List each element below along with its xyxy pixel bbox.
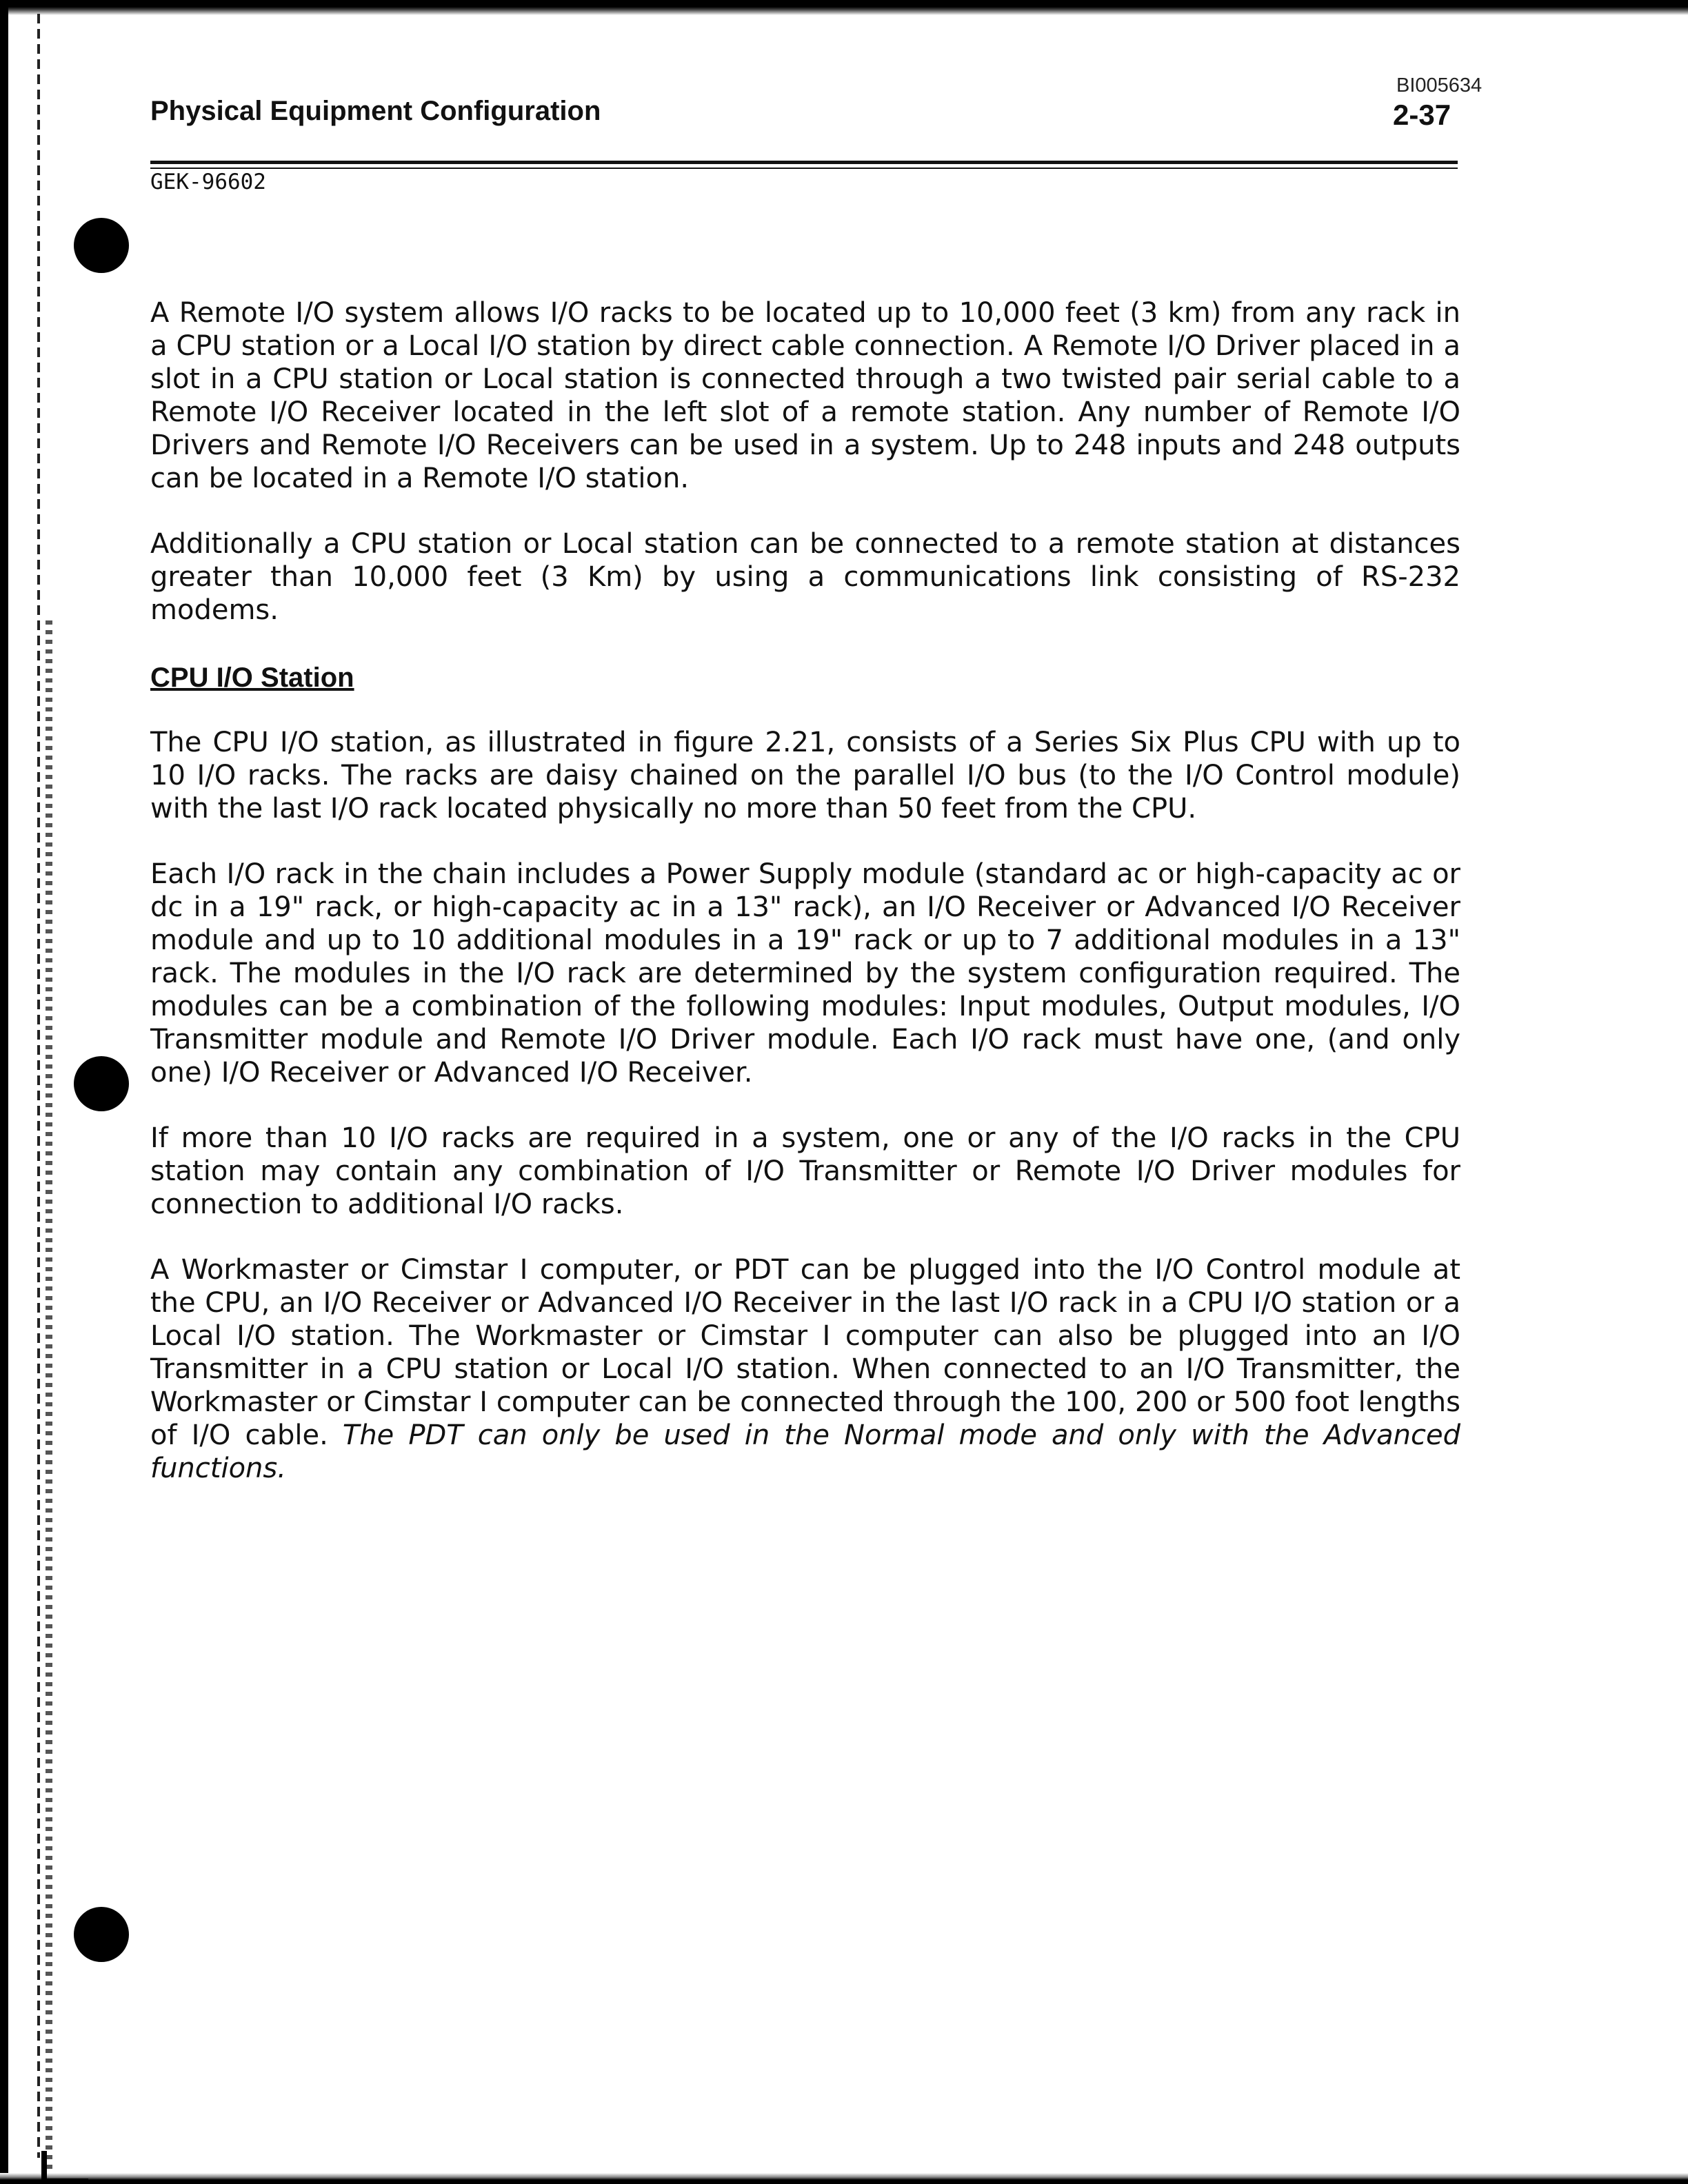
page-body: [150, 296, 1460, 1517]
scan-edge-bottom: [0, 2173, 1688, 2184]
body-paragraph: Each I/O rack in the chain includes a Power Supply module (standard ac or high-capacity ac or dc in a 19" rack, or high-capacity ac in a 13" rack), an I/O Receiver or Advanced I/O Receiver module and up to 10 additional modules in a 19" rack or up to 7 additional modules in a 13" rack. The modules in the I/O rack are determined by the system configuration required. The modules can be a combination of the following modules: Input modules, Output modules, I/O Transmitter module and Remote I/O Driver module. Each I/O rack must have one, (and only one) I/O Receiver or Advanced I/O Receiver.: [150, 858, 1460, 1089]
punch-hole-middle: [74, 1056, 129, 1111]
punch-hole-top: [74, 218, 129, 273]
document-id: BI005634: [1396, 74, 1483, 97]
document-number: GEK-96602: [150, 170, 266, 194]
italic-note: The PDT can only be used in the Normal mode and only with the Advanced functions.: [150, 1419, 1461, 1484]
body-paragraph: A Remote I/O system allows I/O racks to be located up to 10,000 feet (3 km) from any rack in a CPU station or a Local I/O station by direct cable connection. A Remote I/O Driver placed in a slot in a CPU station or Local station is connected through a two twisted pair serial cable to a Remote I/O Receiver located in the left slot of a remote station. Any number of Remote I/O Drivers and Remote I/O Receivers can be used in a system. Up to 248 inputs and 248 outputs can be located in a Remote I/O station.: [150, 297, 1460, 494]
body-paragraph: If more than 10 I/O racks are required in a system, one or any of the I/O racks in the CPU station may contain any combination of I/O Transmitter or Remote I/O Driver modules for connection to additional I/O racks.: [150, 1122, 1460, 1220]
scan-corner-mark: [41, 2151, 88, 2181]
scan-binding-noise: [46, 620, 52, 2178]
page-number: 2-37: [1393, 99, 1451, 131]
header-rule-thick: [150, 161, 1458, 164]
scan-binding-marks: [37, 14, 40, 2158]
page-header-title: Physical Equipment Configuration: [150, 96, 601, 126]
body-text: A Workmaster or Cimstar I computer, or PDT can be plugged into the I/O Control module at the CPU, an I/O Receiver or Advanced I/O Receiver in the last I/O rack in a CPU I/O station or a Local I/O station. The Workmaster or Cimstar I computer can also be plugged into an I/O Transmitter in a CPU station or Local I/O station. When connected to an I/O Transmitter, the Workmaster or Cimstar I computer can be connected through the 100, 200 or 500 foot lengths of I/O cable.: [150, 1254, 1460, 1451]
scan-edge-top: [0, 0, 1688, 15]
punch-hole-bottom: [74, 1907, 129, 1962]
body-paragraph: The CPU I/O station, as illustrated in figure 2.21, consists of a Series Six Plus CPU with up to 10 I/O racks. The racks are daisy chained on the parallel I/O bus (to the I/O Control module) with the last I/O rack located physically no more than 50 feet from the CPU.: [150, 727, 1460, 825]
header-rule-thin: [150, 168, 1458, 169]
scan-edge-left: [0, 0, 8, 2184]
body-paragraph-last: [150, 1253, 1460, 1485]
section-heading: CPU I/O Station: [150, 663, 354, 693]
body-paragraph: Additionally a CPU station or Local station can be connected to a remote station at distances greater than 10,000 feet (3 Km) by using a communications link consisting of RS-232 modems.: [150, 528, 1460, 626]
